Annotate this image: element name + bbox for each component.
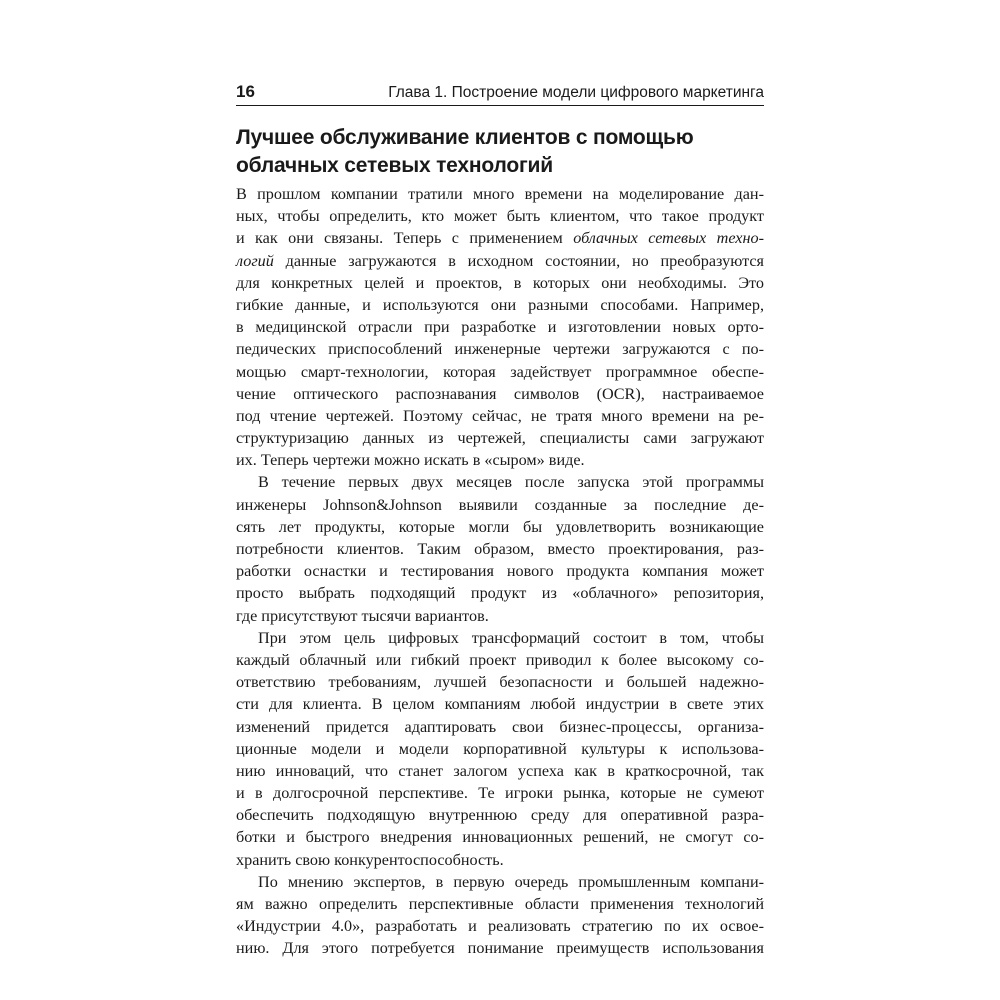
text-line: их. Теперь чертежи можно искать в «сыром» виде. (236, 451, 585, 470)
text-line: где присутствуют тысячи вариантов. (236, 606, 489, 625)
emphasis-term: логий (236, 251, 274, 270)
text-line: педических приспособлений инженерные чертежи загружаются с по- (236, 340, 764, 359)
text-line: и в долгосрочной перспективе. Те игроки рынка, которые не сумеют (236, 784, 764, 803)
text-line: структуризацию данных из чертежей, специалисты сами загружают (236, 429, 764, 448)
text-line: В прошлом компании тратили много времени на моделирование дан- (236, 185, 764, 203)
section-heading (236, 124, 764, 180)
text-line: ям важно определить перспективные области применения технологий (236, 895, 764, 913)
header-divider (236, 105, 764, 106)
text-line (236, 227, 764, 249)
emphasis-term: облачных сетевых техно- (573, 229, 764, 248)
section-heading-line: Лучшее обслуживание клиентов с помощью (236, 126, 694, 149)
text-line: в медицинской отрасли при разработке и изготовлении новых орто- (236, 318, 764, 337)
text-line: для конкретных целей и проектов, в которых они необходимы. Это (236, 273, 764, 292)
text-line: работки оснастки и тестирования нового продукта компания может (236, 562, 764, 581)
chapter-title: Глава 1. Построение модели цифрового маркетинга (388, 84, 764, 101)
text-run: данные загружаются в исходном состоянии, но преобразуются (273, 251, 764, 270)
text-line: обеспечить подходящую внутреннюю среду для оперативной разра- (236, 806, 764, 825)
text-line: По мнению экспертов, в первую очередь промышленным компани- (258, 872, 764, 891)
text-line: под чтение чертежей. Поэтому сейчас, не тратя много времени на ре- (236, 406, 764, 425)
text-line: нию. Для этого потребуется понимание преимуществ использования (236, 939, 764, 958)
text-line: ботки и быстрого внедрения инновационных решений, не смогут со- (236, 828, 764, 847)
section-heading-line: облачных сетевых технологий (236, 154, 553, 177)
body-text (236, 183, 764, 960)
text-line (236, 250, 764, 272)
text-run: и как они связаны. Теперь с применением (236, 229, 574, 248)
text-line: «Индустрии 4.0», разработать и реализовать стратегию по их освое- (236, 917, 764, 936)
text-line: сти для клиента. В целом компаниям любой индустрии в свете этих (236, 695, 764, 714)
text-line: хранить свою конкурентоспособность. (236, 850, 504, 869)
text-line: гибкие данные, и используются они разными способами. Например, (236, 295, 764, 314)
text-line: чение оптического распознавания символов (OCR), настраиваемое (236, 384, 764, 403)
text-line: При этом цель цифровых трансформаций состоит в том, чтобы (258, 628, 764, 647)
running-header (236, 82, 764, 104)
text-line: мощью смарт-технологии, которая задействует программное обеспе- (236, 362, 764, 381)
text-line: ционные модели и модели корпоративной культуры к использова- (236, 739, 764, 758)
text-line: сять лет продукты, которые могли бы удовлетворить возникающие (236, 517, 764, 536)
text-line: ответствию требованиям, лучшей безопасности и большей надежно- (236, 673, 764, 692)
text-line: просто выбрать подходящий продукт из «облачного» репозитория, (236, 584, 764, 603)
text-line: инженеры Johnson&Johnson выявили созданные за последние де- (236, 495, 764, 514)
text-line: изменений придется адаптировать свои бизнес-процессы, организа- (236, 717, 764, 736)
text-line: нию инноваций, что станет залогом успеха как в краткосрочной, так (236, 761, 764, 780)
text-line: ных, чтобы определить, кто может быть клиентом, что такое продукт (236, 207, 764, 226)
text-line: В течение первых двух месяцев после запуска этой программы (258, 473, 764, 492)
page-number: 16 (236, 82, 255, 101)
text-line: каждый облачный или гибкий проект приводил к более высокому со- (236, 650, 764, 669)
text-line: потребности клиентов. Таким образом, вместо проектирования, раз- (236, 540, 764, 558)
